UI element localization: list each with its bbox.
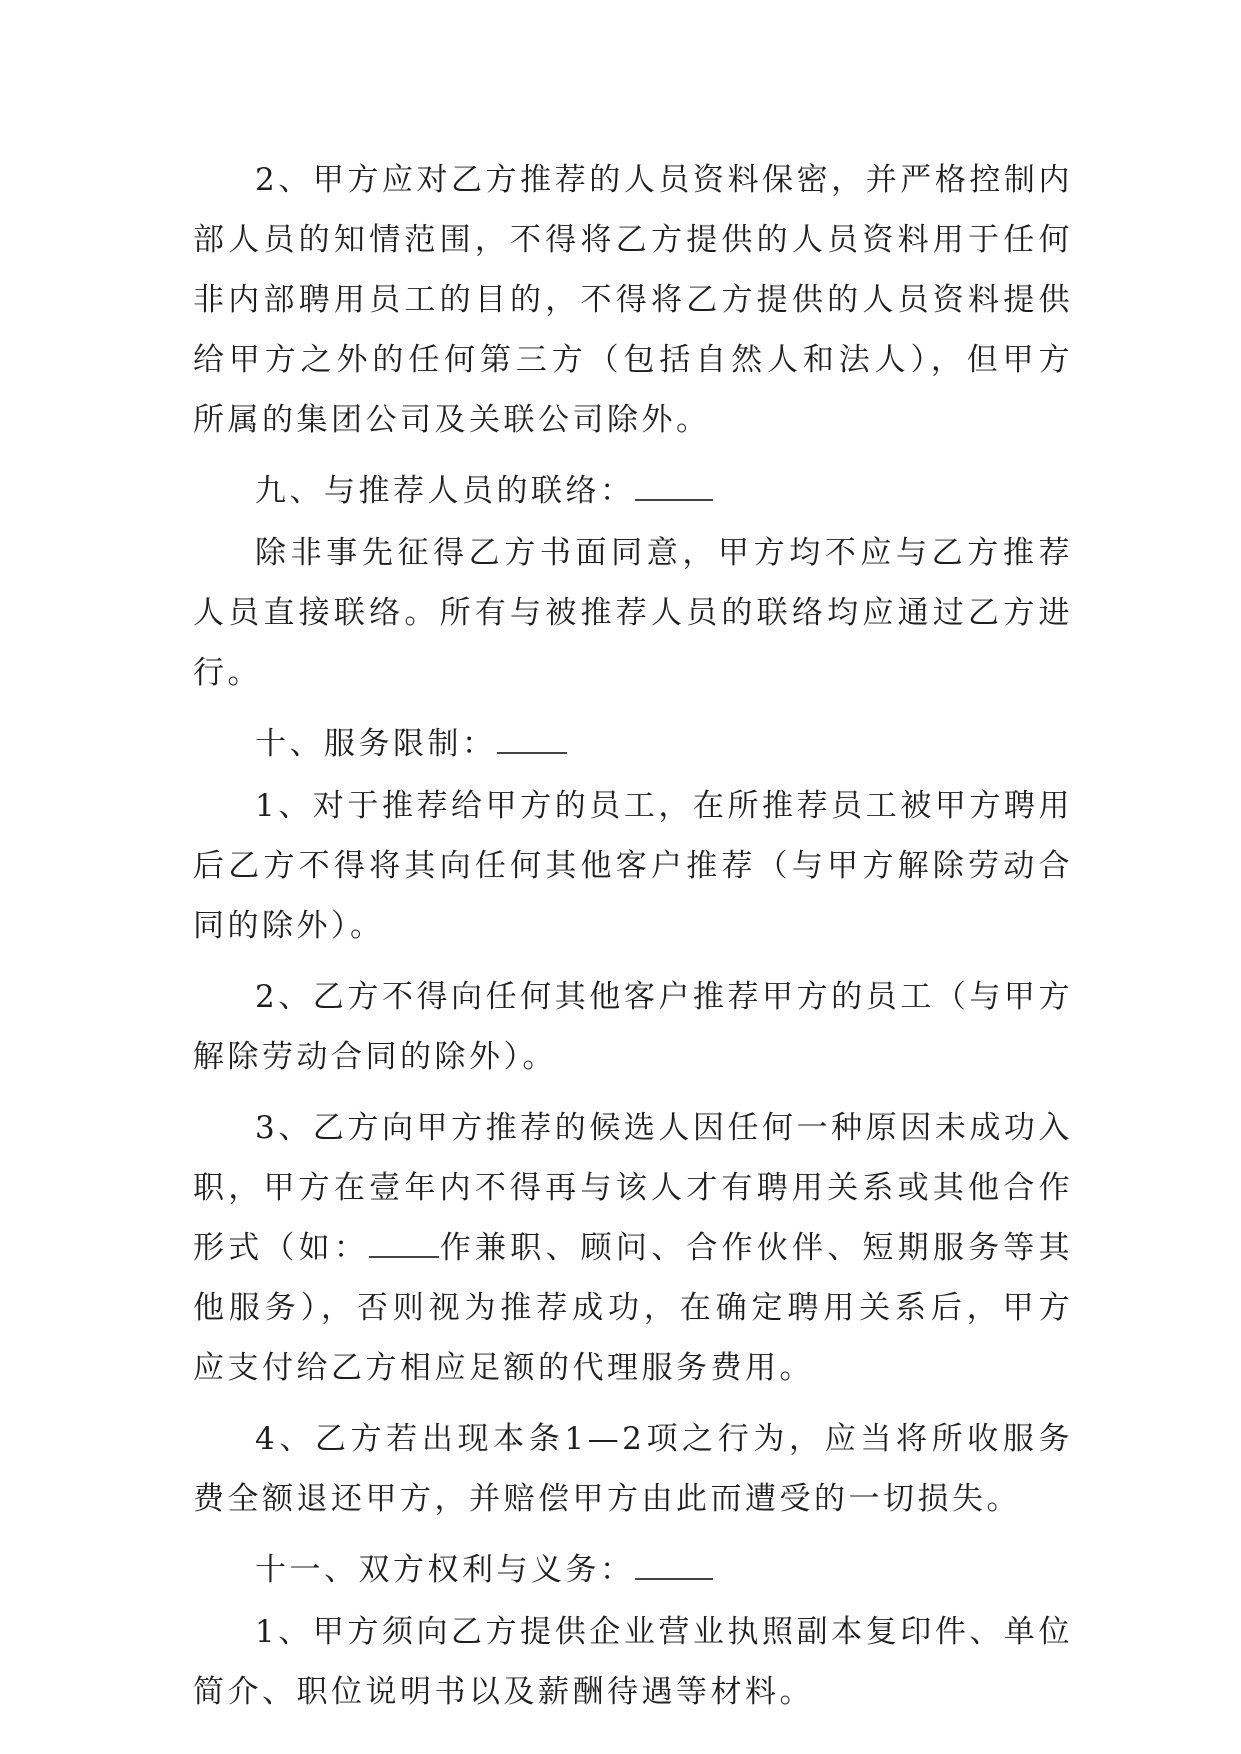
- section-10-item-2: [193, 967, 1073, 1087]
- section-10-heading-text: 十、服务限制：: [255, 726, 497, 762]
- section-9-body-text: 除非事先征得乙方书面同意，甲方均不应与乙方推荐人员直接联络。所有与被推荐人员的联络均应通过乙方进行。: [193, 535, 1073, 691]
- document-body: [193, 150, 1073, 1733]
- clause-8-item-2: [193, 150, 1073, 450]
- section-11-item-1: [193, 1602, 1073, 1722]
- blank-line: [369, 1226, 439, 1258]
- blank-line: [635, 1548, 713, 1580]
- clause-8-item-2-text: 2、甲方应对乙方推荐的人员资料保密，并严格控制内部人员的知情范围，不得将乙方提供的人员资料用于任何非内部聘用员工的目的，不得将乙方提供的人员资料提供给甲方之外的任何第三方（包括自然人和法人），但甲方所属的集团公司及关联公司除外。: [193, 162, 1073, 438]
- section-11-heading-text: 十一、双方权利与义务：: [255, 1552, 635, 1588]
- section-11-item-1-text: 1、甲方须向乙方提供企业营业执照副本复印件、单位简介、职位说明书以及薪酬待遇等材料。: [193, 1614, 1073, 1710]
- section-10-item-3-text-b: 作兼职、顾问、合作伙伴、短期服务等其他服务），否则视为推荐成功，在确定聘用关系后，甲方应支付给乙方相应足额的代理服务费用。: [193, 1230, 1074, 1386]
- section-10-item-3-text-a: 3、乙方向甲方推荐的候选人因任何一种原因未成功入职，甲方在壹年内不得再与该人才有聘用关系或其他合作形式（如：: [193, 1110, 1073, 1266]
- section-10-item-2-text: 2、乙方不得向任何其他客户推荐甲方的员工（与甲方解除劳动合同的除外）。: [193, 979, 1073, 1075]
- section-10-item-1: [193, 776, 1073, 956]
- section-9-heading: [193, 461, 1073, 521]
- section-10-item-4-text: 4、乙方若出现本条1—2项之行为，应当将所收服务费全额退还甲方，并赔偿甲方由此而遭受的一切损失。: [193, 1421, 1073, 1517]
- section-10-heading: [193, 714, 1073, 774]
- section-11-heading: [193, 1540, 1073, 1600]
- section-9-body: [193, 523, 1073, 703]
- section-10-item-4: [193, 1409, 1073, 1529]
- section-10-item-1-text: 1、对于推荐给甲方的员工，在所推荐员工被甲方聘用后乙方不得将其向任何其他客户推荐（与甲方解除劳动合同的除外）。: [193, 788, 1073, 944]
- section-9-heading-text: 九、与推荐人员的联络：: [255, 473, 635, 509]
- section-10-item-3: [193, 1098, 1073, 1398]
- blank-line: [497, 722, 567, 754]
- blank-line: [635, 469, 713, 501]
